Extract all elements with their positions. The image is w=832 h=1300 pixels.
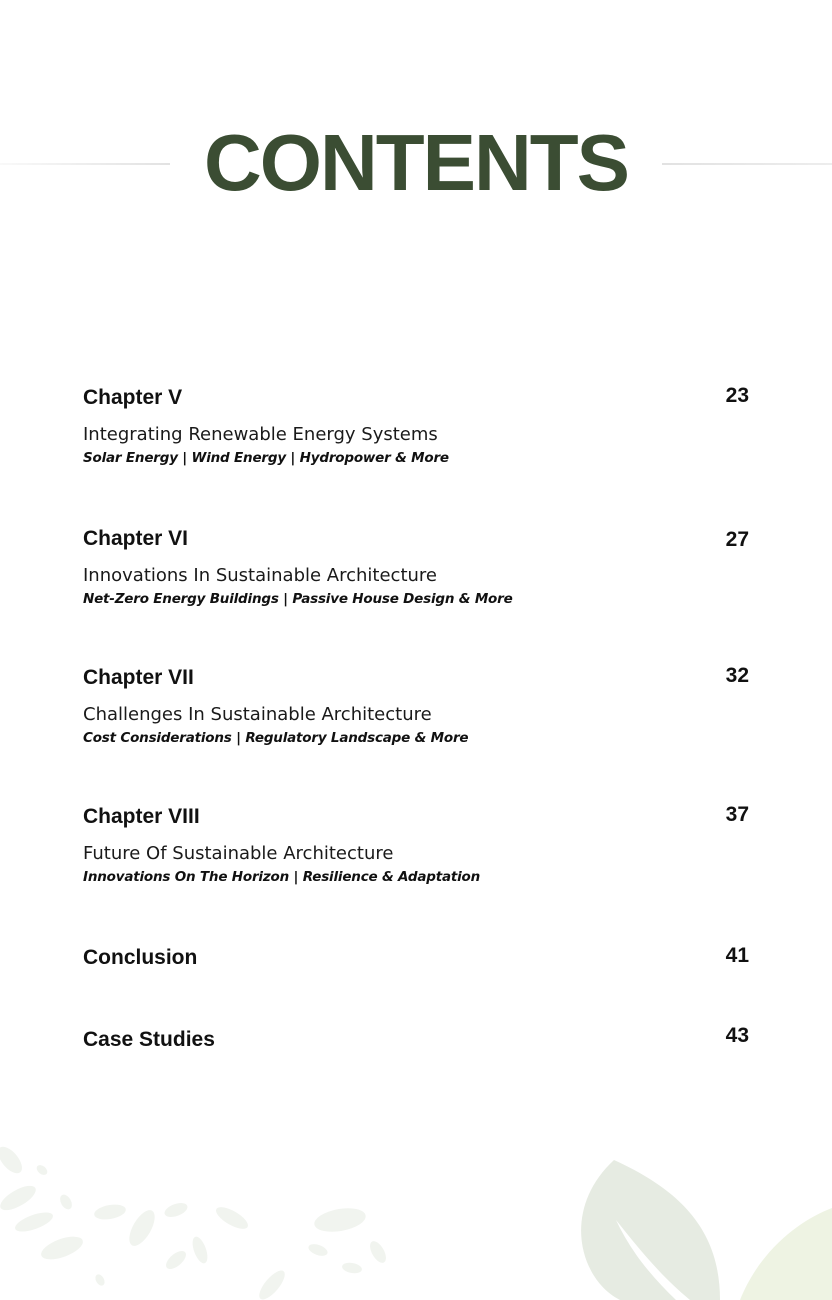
chapter-label: Conclusion [83,946,198,969]
page-number: 32 [725,664,749,687]
toc-entry-chapter-vii[interactable] [83,663,749,747]
chapter-topics: Cost Considerations | Regulatory Landscape & More [83,730,469,746]
toc-entry-case-studies[interactable] [83,1025,749,1053]
chapter-subtitle: Challenges In Sustainable Architecture [83,704,432,725]
chapter-topics: Net-Zero Energy Buildings | Passive House Design & More [83,591,513,607]
page-title: CONTENTS [204,118,628,207]
chapter-topics: Solar Energy | Wind Energy | Hydropower & More [83,450,449,466]
chapter-subtitle: Innovations In Sustainable Architecture [83,565,437,586]
leaves-decoration-icon [0,1140,832,1300]
page-number: 41 [725,944,749,967]
chapter-label: Chapter VI [83,527,189,550]
chapter-label: Chapter VII [83,666,194,689]
toc-entry-conclusion[interactable] [83,943,749,971]
chapter-label: Case Studies [83,1028,215,1051]
chapter-subtitle: Future Of Sustainable Architecture [83,843,394,864]
page-number: 23 [725,384,749,407]
page-number: 43 [725,1024,749,1047]
page-number: 37 [725,803,749,826]
chapter-label: Chapter V [83,386,183,409]
chapter-topics: Innovations On The Horizon | Resilience & Adaptation [83,869,481,885]
page-number: 27 [725,528,749,551]
chapter-label: Chapter VIII [83,805,200,828]
toc-entry-chapter-v[interactable] [83,383,749,467]
chapter-subtitle: Integrating Renewable Energy Systems [83,424,438,445]
toc-entry-chapter-vi[interactable] [83,524,749,608]
toc-entry-chapter-viii[interactable] [83,802,749,886]
